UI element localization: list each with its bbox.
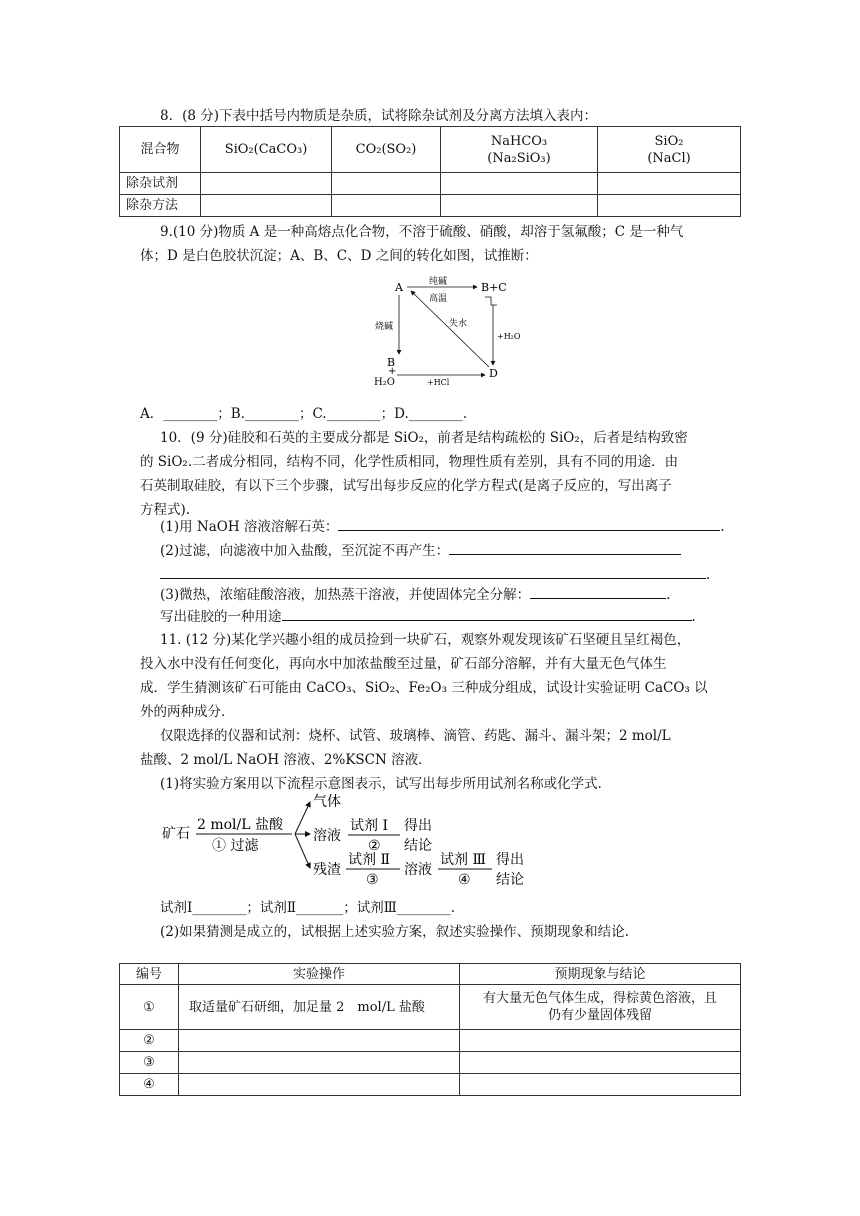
q8-cell[interactable]	[598, 173, 741, 195]
flow-reagent3: 试剂 Ⅲ	[440, 852, 486, 868]
q8-row-method: 除杂方法	[120, 195, 201, 217]
q8-cell[interactable]	[332, 173, 441, 195]
q8-nahco3: NaHCO₃	[490, 133, 548, 149]
q10-step2-blank[interactable]	[449, 540, 681, 555]
q8-table	[119, 126, 741, 217]
label-high-temp: 高温	[429, 294, 448, 304]
q11-row-no: ②	[120, 1030, 179, 1052]
node-bc: B+C	[481, 281, 507, 294]
q11-line6: 盐酸、2 mol/L NaOH 溶液、2%KSCN 溶液．	[140, 752, 432, 768]
q11-line7: (1)将实验方案用以下流程示意图表示，试写出每步所用试剂名称或化学式．	[160, 776, 612, 792]
flow-conclude1a: 得出	[404, 818, 432, 834]
bracket	[485, 297, 497, 305]
period: .	[720, 519, 725, 535]
q8-cell[interactable]	[441, 195, 598, 217]
label-caustic: 烧碱	[375, 322, 394, 332]
q11-flowchart	[160, 790, 560, 890]
q8-row-reagent: 除杂试剂	[120, 173, 201, 195]
q11-table	[119, 963, 741, 1096]
label-soda: 纯碱	[429, 277, 448, 287]
q11-row-result[interactable]	[460, 1074, 741, 1096]
flow-residue: 残渣	[313, 862, 341, 878]
q8-header-co2: CO₂(SO₂)	[332, 127, 441, 173]
flow-step4: ④	[458, 872, 471, 888]
q11-row-result	[460, 985, 741, 1030]
node-a: A	[395, 281, 403, 294]
q8-na2sio3: (Na₂SiO₃)	[487, 150, 551, 166]
q10-use-blank[interactable]	[282, 606, 692, 621]
q11-line8: (2)如果猜测是成立的，试根据上述实验方案，叙述实验操作、预期现象和结论.	[160, 924, 629, 940]
flow-step2: ②	[368, 838, 381, 854]
period: .	[691, 609, 696, 625]
q11-row-no: ①	[120, 985, 179, 1030]
q11-reagents-answer[interactable]: 试剂Ⅰ________；试剂Ⅱ_______；试剂Ⅲ________.	[160, 900, 456, 916]
q11-row-op: 取适量矿石研细，加足量 2 mol/L 盐酸	[179, 985, 460, 1030]
flow-acid: 2 mol/L 盐酸	[197, 817, 284, 833]
q8-cell[interactable]	[598, 195, 741, 217]
period: .	[666, 587, 671, 603]
q11-header-result: 预期现象与结论	[460, 964, 741, 985]
q10-step2-cont	[160, 564, 710, 585]
q11-row-op[interactable]	[179, 1052, 460, 1074]
node-b: B	[387, 356, 396, 369]
q11-row-result-1: 有大量无色气体生成，得棕黄色溶液，且	[482, 991, 717, 1006]
q9-diagram	[365, 275, 565, 393]
q9-answer[interactable]: A．________；B.________；C.________；D.________.	[140, 406, 468, 422]
flow-ore: 矿石	[162, 826, 190, 842]
arrow-d-a	[411, 291, 489, 367]
flow-gas: 气体	[313, 794, 341, 810]
q10-step3: (3)微热，浓缩硅酸溶液，加热蒸干溶液，并使固体完全分解：	[160, 587, 531, 603]
label-dehydrate: 失水	[449, 319, 468, 329]
q11-line1: 11. (12 分)某化学兴趣小组的成员捡到一块矿石，观察外观发现该矿石坚硬且呈红褐色，	[160, 632, 691, 648]
label-plus-water: +H₂O	[497, 332, 521, 341]
q10-step3-blank[interactable]	[530, 584, 666, 599]
flow-step3: ③	[366, 872, 379, 888]
q10-step1-blank[interactable]	[338, 516, 720, 531]
node-d: D	[489, 367, 498, 380]
flow-reagent1: 试剂 Ⅰ	[350, 818, 388, 834]
q8-title: 8．(8 分)下表中括号内物质是杂质，试将除杂试剂及分离方法填入表内：	[160, 108, 598, 124]
q8-cell[interactable]	[441, 173, 598, 195]
q11-row-op[interactable]	[179, 1074, 460, 1096]
node-plus: +	[388, 366, 397, 377]
q11-row-result[interactable]	[460, 1030, 741, 1052]
node-h2o: H₂O	[374, 377, 395, 388]
flow-branch-gas	[295, 802, 310, 834]
flow-reagent2: 试剂 Ⅱ	[348, 852, 390, 868]
q11-row-no: ④	[120, 1074, 179, 1096]
q10-step3-row	[160, 584, 670, 605]
flow-conclude2b: 结论	[496, 872, 524, 888]
q11-row-op[interactable]	[179, 1030, 460, 1052]
q9-line1: 9.(10 分)物质 A 是一种高熔点化合物，不溶于硫酸、硝酸，却溶于氢氟酸；C 是一种气	[160, 224, 684, 240]
q8-header-mixture: 混合物	[120, 127, 201, 173]
q10-step2-blank2[interactable]	[160, 564, 706, 579]
q10-step2: (2)过滤，向滤液中加入盐酸，至沉淀不再产生：	[160, 543, 450, 559]
q8-cell[interactable]	[332, 195, 441, 217]
q8-header-sio2: SiO₂(CaCO₃)	[201, 127, 332, 173]
q8-header-nahco3	[441, 127, 598, 173]
q9-line2: 体；D 是白色胶状沉淀；A、B、C、D 之间的转化如图，试推断：	[140, 248, 538, 264]
q10-step1: (1)用 NaOH 溶液溶解石英：	[160, 519, 339, 535]
q11-header-no: 编号	[120, 964, 179, 985]
period: .	[706, 567, 711, 583]
q11-line4: 外的两种成分．	[140, 704, 235, 720]
q8-nacl: (NaCl)	[647, 150, 691, 166]
q11-line2: 投入水中没有任何变化，再向水中加浓盐酸至过量，矿石部分溶解，并有大量无色气体生	[140, 656, 667, 672]
flow-conclude2a: 得出	[496, 852, 524, 868]
q8-header-sio2-nacl	[598, 127, 741, 173]
q10-step1-row	[160, 516, 725, 537]
flow-filter: ① 过滤	[212, 838, 259, 854]
q10-step2-row	[160, 540, 681, 561]
q8-cell[interactable]	[201, 173, 332, 195]
flow-solution2: 溶液	[404, 862, 432, 878]
q10-use: 写出硅胶的一种用途	[160, 609, 282, 625]
q10-line3: 石英制取硅胶，有以下三个步骤，试写出每步反应的化学方程式(是离子反应的，写出离子	[140, 478, 672, 494]
q11-line3: 成．学生猜测该矿石可能由 CaCO₃、SiO₂、Fe₂O₃ 三种成分组成，试设计实验证明 CaCO₃ 以	[140, 680, 708, 696]
q10-use-row	[160, 606, 696, 627]
flow-conclude1b: 结论	[404, 838, 432, 854]
q8-sio2: SiO₂	[654, 133, 684, 149]
flow-branch-residue	[295, 834, 310, 868]
q11-row-result-2: 仍有少量固体残留	[547, 1008, 652, 1023]
label-plus-hcl: +HCl	[427, 378, 450, 387]
q11-line5: 仅限选择的仪器和试剂：烧杯、试管、玻璃棒、滴管、药匙、漏斗、漏斗架；2 mol/L	[160, 728, 671, 744]
q8-cell[interactable]	[201, 195, 332, 217]
q10-line4: 方程式).	[140, 502, 191, 518]
q11-header-op: 实验操作	[179, 964, 460, 985]
q11-row-result[interactable]	[460, 1052, 741, 1074]
q10-line2: 的 SiO₂.二者成分相同，结构不同，化学性质相同，物理性质有差别，具有不同的用途．由	[140, 454, 679, 470]
q11-row-no: ③	[120, 1052, 179, 1074]
q10-line1: 10．(9 分)硅胶和石英的主要成分都是 SiO₂，前者是结构疏松的 SiO₂，后者是结构致密	[160, 430, 688, 446]
flow-solution: 溶液	[313, 828, 341, 844]
